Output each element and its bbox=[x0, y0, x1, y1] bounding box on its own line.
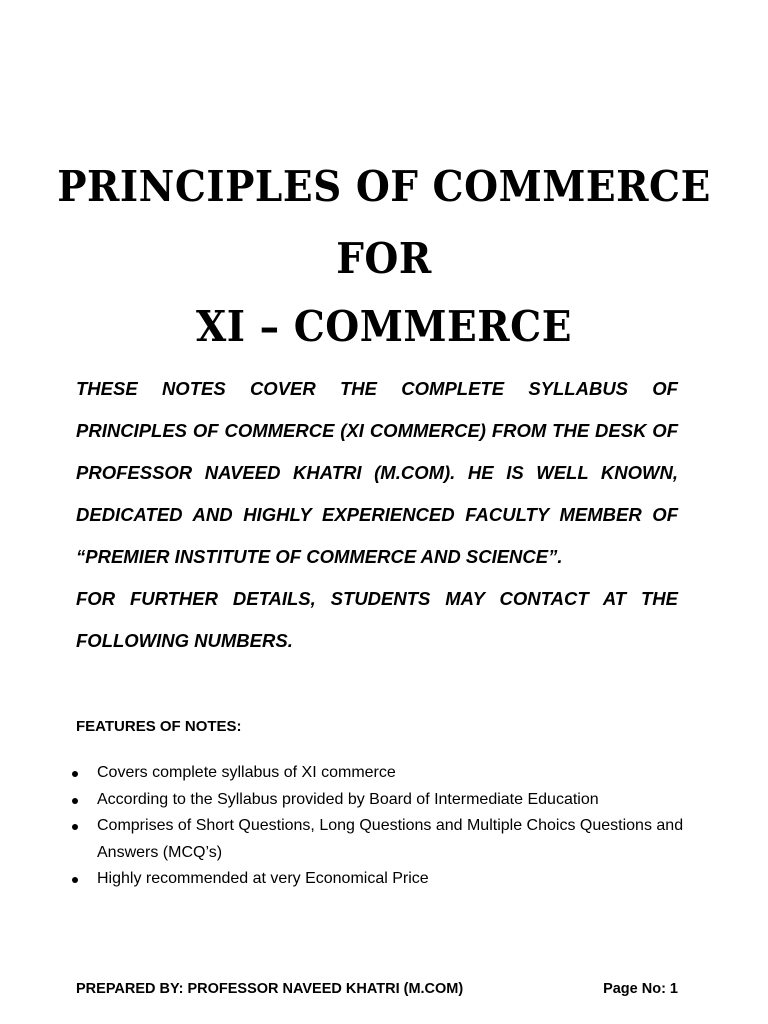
page-number: Page No: 1 bbox=[603, 981, 678, 997]
features-list bbox=[76, 760, 716, 893]
list-item-text: Covers complete syllabus of XI commerce bbox=[97, 764, 396, 781]
intro-paragraph-2: FOR FURTHER DETAILS, STUDENTS MAY CONTACT AT THE FOLLOWING NUMBERS. bbox=[76, 588, 678, 651]
bullet-icon bbox=[72, 877, 78, 883]
intro-paragraph-1: THESE NOTES COVER THE COMPLETE SYLLABUS OF PRINCIPLES OF COMMERCE (XI COMMERCE) FROM THE DESK OF PROFESSOR NAVEED KHATRI (M.COM). HE IS WELL KNOWN, DEDICATED AND HIGHLY EXPERIENCED FACULTY MEMBER OF “PREMIER INSTITUTE OF COMMERCE AND SCIENCE”. bbox=[76, 378, 678, 567]
list-item-text: According to the Syllabus provided by Board of Intermediate Education bbox=[97, 790, 599, 808]
prepared-by-text: PREPARED BY: PROFESSOR NAVEED KHATRI (M.COM) bbox=[76, 981, 464, 997]
list-item bbox=[76, 787, 716, 814]
intro-text bbox=[76, 368, 678, 662]
list-item-text: Highly recommended at very Economical Price bbox=[97, 870, 429, 887]
list-item bbox=[76, 866, 716, 893]
title-line-3: XI – COMMERCE bbox=[196, 302, 572, 352]
bullet-icon bbox=[72, 798, 78, 804]
features-heading: FEATURES OF NOTES: bbox=[76, 718, 242, 735]
bullet-icon bbox=[72, 824, 78, 830]
title-line-1: PRINCIPLES OF COMMERCE bbox=[57, 162, 711, 212]
bullet-icon bbox=[72, 771, 78, 777]
list-item bbox=[76, 760, 716, 787]
title-line-2: FOR bbox=[336, 234, 432, 284]
list-item-text: Comprises of Short Questions, Long Questions and Multiple Choics Questions and Answers (MCQ’s) bbox=[97, 817, 684, 861]
list-item bbox=[76, 813, 716, 866]
